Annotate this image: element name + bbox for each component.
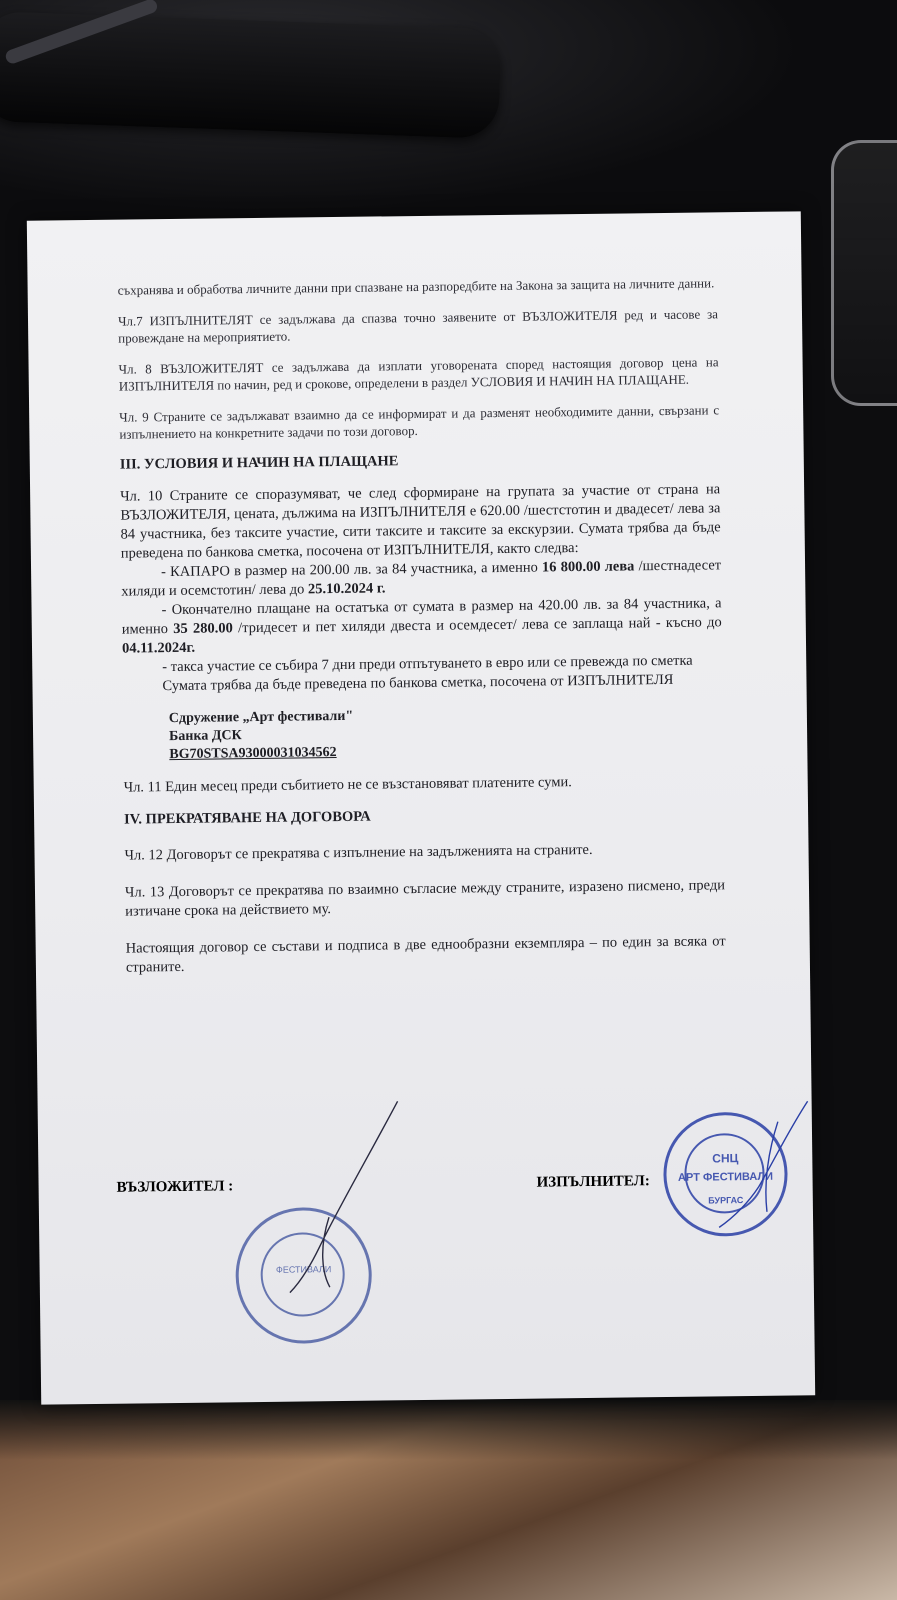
contractor-stamp-line2: АРТ ФЕСТИВАЛИ (677, 1170, 774, 1184)
client-stamp-label: ФЕСТИВАЛИ (275, 1264, 332, 1275)
contract-text (118, 274, 726, 977)
final-amount: 35 280.00 (173, 620, 233, 638)
drinking-glass (831, 140, 897, 406)
article-12: Чл. 12 Договорът се прекратява с изпълнение на задълженията на страните. (124, 841, 593, 864)
contractor-signature-label: ИЗПЪЛНИТЕЛ: (536, 1173, 650, 1191)
closing-clause: Настоящия договор се състави и подписа в две еднообразни екземпляра – по един за всяка от страните. (125, 933, 726, 976)
bank-iban: BG70STSA93000031034562 (169, 745, 337, 763)
paragraph-data-protection: съхранява и обработва личните данни при спазване на разпоредбите на Закона за защита на личните данни. (117, 275, 715, 298)
section-4-heading: IV. ПРЕКРАТЯВАНЕ НА ДОГОВОРА (124, 808, 371, 828)
transfer-clause: Сумата трябва да бъде преведена по банкова сметка, посочена от ИЗПЪЛНИТЕЛЯ (162, 671, 674, 695)
final-date: 04.11.2024г. (121, 639, 196, 657)
participation-fee-clause: - такса участие се събира 7 дни преди отпътуването в евро или се превежда по сметка (162, 652, 693, 676)
bank-account-holder: Сдружение „Арт фестивали" (168, 708, 354, 727)
bank-details (123, 703, 724, 764)
article-8: Чл. 8 ВЪЗЛОЖИТЕЛЯТ се задължава да изплати уговорената според настоящия договор цена на ИЗПЪЛНИТЕЛЯ по начин, ред и срокове, определени в раздел УСЛОВИЯ И НАЧИН НА ПЛАЩАНЕ. (118, 354, 719, 394)
deposit-amount: 16 800.00 лева (541, 558, 635, 576)
article-9: Чл. 9 Страните се задължават взаимно да се информират и да разменят необходимите данни, свързани с изпълнението на конкретните задачи по този договор. (119, 402, 720, 442)
bank-name: Банка ДСК (169, 728, 242, 745)
article-11: Чл. 11 Един месец преди събитието не се възстановяват платените суми. (123, 774, 572, 796)
contractor-stamp-line3: БУРГАС (708, 1195, 744, 1206)
eyeglasses-object (0, 11, 502, 139)
client-signature-scribble (258, 1096, 410, 1298)
contractor-signature-scribble (677, 1091, 819, 1243)
deposit-date: 25.10.2024 г. (307, 580, 386, 598)
floor-shadow (0, 1400, 897, 1460)
article-7: Чл.7 ИЗПЪЛНИТЕЛЯТ се задължава да спазва точно заявените от ВЪЗЛОЖИТЕЛЯ ред и часове за провеждане на мероприятието. (117, 306, 719, 346)
contract-page (27, 211, 815, 1404)
section-3-heading: III. УСЛОВИЯ И НАЧИН НА ПЛАЩАНЕ (119, 453, 399, 473)
deposit-clause: - КАПАРО в размер на 200.00 лв. за 84 участника, а именно 16 800.00 лева /шестнадесет хиляди и осемстотин/ лева до 25.10.2024 г. (121, 557, 722, 600)
article-13: Чл. 13 Договорът се прекратява по взаимно съгласие между страните, изразено писмено, преди изтичане срока на действието му. (124, 877, 726, 920)
client-signature-label: ВЪЗЛОЖИТЕЛ : (116, 1178, 234, 1196)
article-10: Чл. 10 Страните се споразумяват, че след сформиране на групата за участие от страна на ВЪЗЛОЖИТЕЛЯ, цената, дължима на ИЗПЪЛНИТЕЛЯ е 620.00 /шестстотин и двадесет/ лева за 84 участника, без таксите участие, сити таксите и таксите за екскурзии. Сумата трябва да бъде преведена по банкова сметка, посочена от ИЗПЪЛНИТЕЛЯ, както следва: (120, 481, 721, 562)
final-payment-clause: - Окончателно плащане на остатъка от сумата в размер на 420.00 лв. за 84 участника, а именно 35 280.00 /тридесет и пет хиляди двеста и осемдесет/ лева се заплаща най - късно до 04.11.2024г. (121, 595, 722, 657)
contractor-stamp-line1: СНЦ (712, 1151, 739, 1166)
signature-row (117, 1172, 757, 1220)
